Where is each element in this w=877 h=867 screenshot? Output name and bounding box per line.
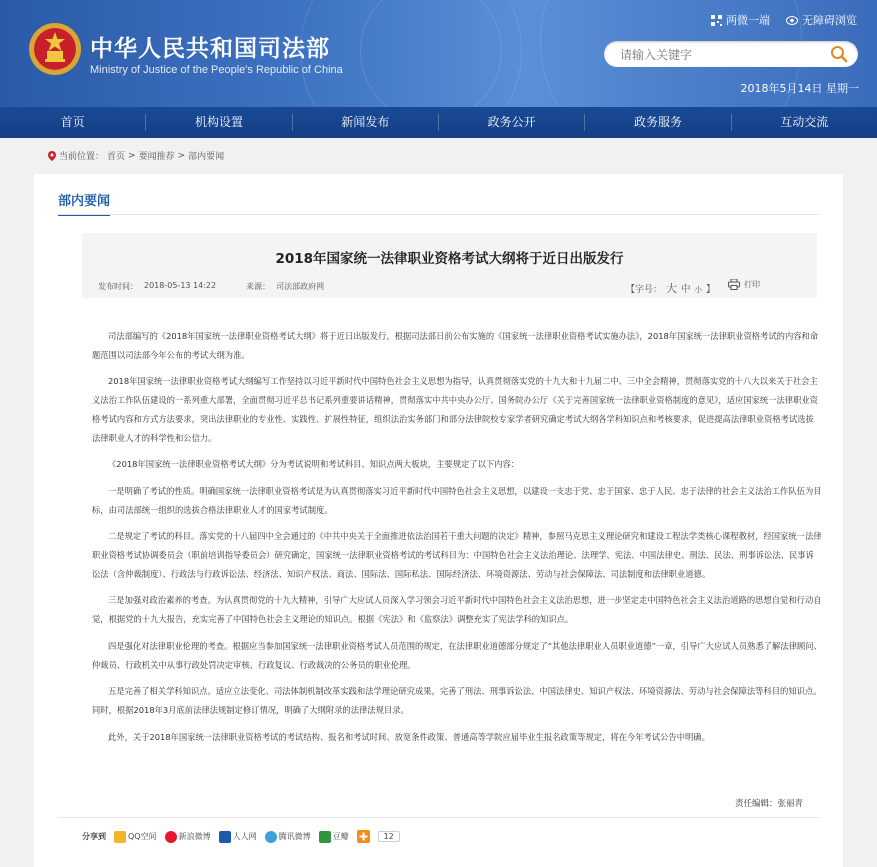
print-button[interactable] — [728, 279, 760, 290]
article-paragraph: 2018年国家统一法律职业资格考试大纲编写工作坚持以习近平新时代中国特色社会主义思想为指导，认真贯彻落实党的十九大和十九届二中、三中全会精神，贯彻落实党的十八大以来关于社会主义法治工作队伍建设的一系列重大部署，全面贯彻习近平总书记系列重要讲话精神，贯彻落实中共中央办公厅、国务院办公厅《关于完善国家统一法律职业资格制度的意见》，适应国家统一法律职业资格考试内容和方式方法要求，突出法律职业的专业性、实践性、扩展性特征，组织法治实务部门和部分法律院校专家学者研究确定考试大纲各学科知识点和考核要求，促进提高法律职业资格考试选拔法律职业人才的科学性和公信力。 — [92, 376, 818, 443]
content-panel — [34, 174, 843, 867]
nav-item-home[interactable]: 首页 — [60, 115, 85, 129]
current-date: 2018年5月14日 星期一 — [740, 82, 859, 95]
nav-item-news[interactable]: 新闻发布 — [341, 115, 390, 129]
share-douban-label: 豆瓣 — [332, 832, 349, 841]
font-size-close: 】 — [706, 285, 716, 295]
nav-item-interaction[interactable]: 互动交流 — [780, 115, 829, 129]
breadcrumb-internal-news[interactable]: 部内要闻 — [188, 152, 225, 162]
top-links — [711, 12, 857, 28]
font-size-label: 【字号： — [626, 285, 663, 295]
national-emblem-icon[interactable] — [26, 20, 84, 82]
section-divider — [58, 214, 819, 215]
share-weibo[interactable] — [165, 831, 211, 843]
nav-item-gov-affairs[interactable]: 政务公开 — [487, 115, 536, 129]
section-title: 部内要闻 — [58, 190, 110, 216]
share-divider — [58, 817, 819, 818]
share-more-button[interactable] — [357, 830, 370, 843]
search-icon[interactable] — [830, 45, 848, 63]
article-paragraph: 五是完善了相关学科知识点。适应立法变化、司法体制机制改革实践和法学理论研究成果，完善了刑法、刑事诉讼法、中国法律史、知识产权法、环境资源法、劳动与社会保障法等科目的知识点。同时，根据2018年3月底前法律法规制定修订情况，明确了大纲附录的法律法规目录。 — [92, 686, 822, 715]
article-paragraph: 一是明确了考试的性质。明确国家统一法律职业资格考试是为认真贯彻落实习近平新时代中国特色社会主义思想，以建设一支忠于党、忠于国家、忠于人民、忠于法律的社会主义法治工作队伍为目标，由司法部统一组织的选拔合格法律职业人才的国家考试制度。 — [92, 485, 822, 515]
breadcrumb-separator: > — [128, 150, 136, 161]
tencent-weibo-icon — [265, 831, 277, 843]
location-pin-icon — [48, 151, 56, 161]
breadcrumb-home[interactable]: 首页 — [107, 152, 126, 162]
header-decoration — [360, 0, 502, 107]
breadcrumb-prefix: 当前位置： — [59, 152, 105, 162]
editor-label: 责任编辑： — [734, 799, 778, 809]
qrcode-icon — [711, 15, 722, 26]
article-title: 2018年国家统一法律职业资格考试大纲将于近日出版发行 — [275, 251, 624, 267]
article-header — [82, 233, 817, 298]
editor-name: 张丽青 — [777, 799, 803, 809]
printer-icon — [728, 279, 740, 290]
source: 司法部政府网 — [276, 282, 325, 291]
breadcrumb — [48, 149, 224, 162]
two-micro-one-end-link[interactable] — [711, 12, 770, 28]
article-body — [92, 327, 822, 754]
font-size-medium[interactable]: 中 — [681, 284, 691, 295]
plus-icon — [357, 830, 370, 843]
share-renren[interactable] — [219, 831, 257, 843]
share-tencent-weibo-label: 腾讯微博 — [278, 832, 311, 841]
two-micro-one-end-label: 两微一端 — [726, 14, 770, 27]
site-subtitle: Ministry of Justice of the People's Republic of China — [90, 64, 343, 76]
share-qzone[interactable] — [114, 831, 157, 843]
article-paragraph: 三是加强对政治素养的考查。为认真贯彻党的十九大精神，引导广大应试人员深入学习领会习近平新时代中国特色社会主义法治思想，进一步坚定走中国特色社会主义法治道路的思想自觉和行动自觉，根据党的十九大报告，充实完善了中国特色社会主义理论的知识点。根据《宪法》和《监察法》调整充实了宪法学科的知识点。 — [92, 595, 822, 625]
article-paragraph: 此外，关于2018年国家统一法律职业资格考试的考试结构、报名和考试时间、放宽条件政策、普通高等学院应届毕业生报名政策等规定，将在今年考试公告中明确。 — [108, 731, 710, 742]
font-size-large[interactable]: 大 — [666, 282, 678, 295]
article-paragraph: 《2018年国家统一法律职业资格考试大纲》分为考试说明和考试科目、知识点两大板块，主要规定了以下内容： — [108, 459, 520, 470]
search-input[interactable] — [618, 45, 822, 65]
share-weibo-label: 新浪微博 — [178, 832, 211, 841]
share-label: 分享到 — [82, 832, 106, 841]
share-douban[interactable] — [319, 831, 349, 843]
nav-item-organization[interactable]: 机构设置 — [194, 115, 243, 129]
site-title[interactable]: 中华人民共和国司法部 — [90, 36, 330, 62]
responsible-editor — [735, 797, 803, 809]
weibo-icon — [165, 831, 177, 843]
article-paragraph: 二是规定了考试的科目。落实党的十八届四中全会通过的《中共中央关于全面推进依法治国若干重大问题的决定》精神，参照马克思主义理论研究和建设工程法学类核心课程教材，经国家统一法律职业资格考试协调委员会（职前培训指导委员会）研究确定，国家统一法律职业资格考试的考试科目为：中国特色社会主义法治理论、法理学、宪法、中国法律史、刑法、民法、刑事诉讼法、民事诉讼法（含仲裁制度）、行政法与行政诉讼法、经济法、知识产权法、商法、国际法、国际私法、国际经济法、环境资源法、劳动与社会保障法、司法制度和法律职业道德。 — [92, 531, 822, 579]
main-nav — [0, 107, 877, 138]
share-qzone-label: QQ空间 — [128, 832, 157, 841]
publish-time-label: 发布时间： — [98, 282, 138, 291]
font-size-selector — [626, 280, 715, 296]
douban-icon — [319, 831, 331, 843]
share-count: 12 — [378, 831, 400, 842]
article-meta — [98, 281, 324, 292]
font-size-small[interactable]: 小 — [694, 285, 703, 294]
nav-item-gov-services[interactable]: 政务服务 — [633, 115, 682, 129]
breadcrumb-separator: > — [177, 150, 186, 161]
accessibility-link[interactable] — [786, 12, 857, 28]
share-renren-label: 人人网 — [232, 832, 257, 841]
article-paragraph: 司法部编写的《2018年国家统一法律职业资格考试大纲》将于近日出版发行。根据司法部日前公布实施的《国家统一法律职业资格考试实施办法》，2018年国家统一法律职业资格考试的内容和命题范围以司法部今年公布的考试大纲为准。 — [92, 331, 819, 360]
share-tencent-weibo[interactable] — [265, 831, 311, 843]
site-header — [0, 0, 877, 107]
source-label: 来源： — [246, 282, 271, 291]
accessibility-label: 无障碍浏览 — [802, 14, 857, 27]
qzone-icon — [114, 831, 126, 843]
breadcrumb-bar — [0, 138, 877, 174]
breadcrumb-featured-news[interactable]: 要闻推荐 — [138, 152, 175, 162]
eye-icon — [786, 16, 798, 25]
share-bar — [82, 830, 400, 843]
print-label: 打印 — [744, 280, 760, 289]
article-paragraph: 四是强化对法律职业伦理的考查。根据应当参加国家统一法律职业资格考试人员范围的规定，在法律职业道德部分规定了“其他法律职业人员职业道德”一章，引导广大应试人员熟悉了解法律顾问、仲裁员、行政机关中从事行政处罚决定审核、行政复议、行政裁决的公务员的职业伦理。 — [92, 640, 822, 670]
search-box — [604, 41, 858, 67]
publish-time: 2018-05-13 14:22 — [144, 281, 217, 290]
renren-icon — [219, 831, 231, 843]
